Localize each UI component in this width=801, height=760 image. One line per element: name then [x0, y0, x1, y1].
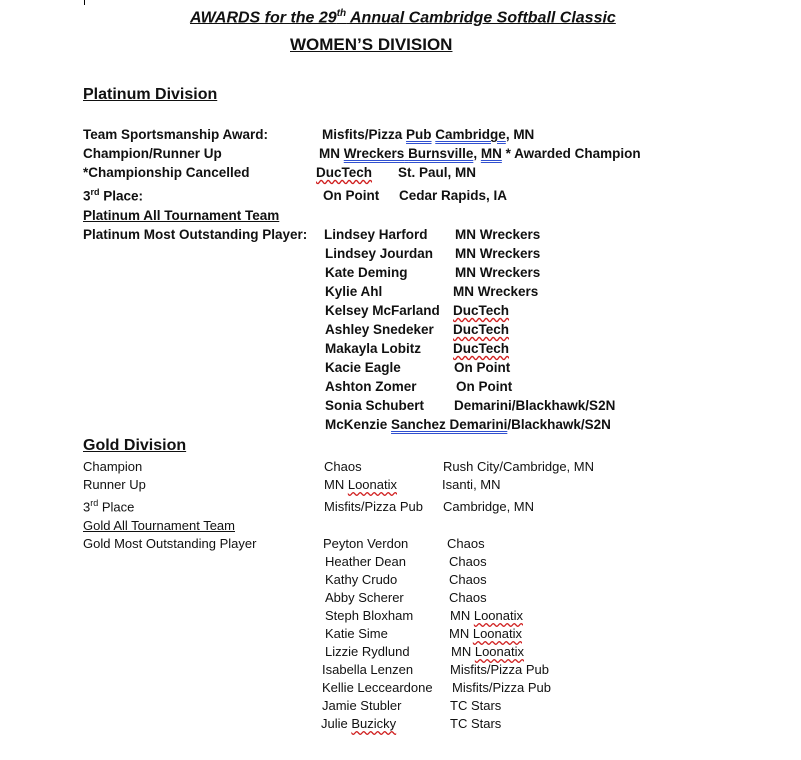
gold-third-superscript: rd — [90, 498, 99, 508]
cancelled-city: St. Paul, MN — [398, 165, 477, 180]
platinum-player-team: Demarini/Blackhawk/S2N — [454, 398, 616, 413]
gold-player-name: Heather Dean — [325, 554, 406, 569]
gold-heading: Gold Division — [83, 437, 187, 454]
platinum-player-name: Lindsey Harford — [324, 227, 428, 242]
gold-player-name: Katie Sime — [325, 626, 388, 641]
gold-champion-label: Champion — [83, 459, 143, 474]
gold-player-team-name: Loonatix — [473, 608, 523, 623]
platinum-player-team: DucTech — [453, 341, 510, 356]
platinum-player-team: MN Wreckers — [455, 246, 541, 261]
third-number: 3 — [83, 188, 91, 204]
gold-all-tournament-heading: Gold All Tournament Team — [83, 518, 235, 533]
title-text-rest: Annual Cambridge Softball Classic — [346, 9, 616, 27]
champion-city: Burnsville — [408, 146, 474, 161]
championship-cancelled-label: *Championship Cancelled — [83, 165, 250, 180]
gold-player-name: Lizzie Rydlund — [325, 644, 410, 659]
gold-player-team-prefix: MN — [451, 644, 475, 659]
platinum-third-team: On Point — [323, 188, 380, 203]
sportsmanship-value — [322, 127, 534, 142]
sportsmanship-team-pub: Pub — [406, 127, 432, 142]
champion-runner-label: Champion/Runner Up — [83, 146, 222, 161]
gold-player-name: Abby Scherer — [325, 590, 404, 605]
title-superscript: th — [336, 8, 347, 19]
document-title — [190, 8, 616, 27]
gold-player-name: Isabella Lenzen — [322, 662, 414, 677]
platinum-player-name: Kacie Eagle — [325, 360, 401, 375]
gold-third-text: Place — [98, 499, 135, 515]
document-subtitle: WOMEN’S DIVISION — [290, 35, 453, 54]
platinum-player-team: MN Wreckers — [455, 227, 541, 242]
platinum-player-name: Makayla Lobitz — [325, 341, 422, 356]
gold-player-team: Misfits/Pizza Pub — [452, 680, 551, 695]
gold-player-team-name: Loonatix — [472, 626, 522, 641]
gold-third-team: Misfits/Pizza Pub — [324, 499, 423, 514]
gold-last-last-name: Buzicky — [351, 716, 397, 731]
title-text: AWARDS for the 29 — [190, 9, 337, 27]
awarded-champion-note: * Awarded Champion — [501, 146, 641, 161]
platinum-player-team: DucTech — [453, 303, 510, 318]
player-last-name-team: Sanchez Demarini — [391, 417, 508, 432]
platinum-player-name: Ashley Snedeker — [325, 322, 434, 337]
platinum-player-name: Ashton Zomer — [325, 379, 417, 394]
gold-runner-label: Runner Up — [83, 477, 146, 492]
runner-team-name: Loonatix — [347, 477, 397, 492]
platinum-player-name: Sonia Schubert — [325, 398, 425, 413]
platinum-player-team: DucTech — [453, 322, 510, 337]
runner-team-prefix: MN — [324, 477, 348, 492]
champion-team: Wreckers — [343, 146, 405, 161]
gold-player-team — [451, 644, 524, 659]
third-superscript: rd — [90, 187, 100, 197]
gold-last-team: TC Stars — [450, 716, 502, 731]
champion-state: MN — [480, 146, 502, 161]
gold-third-city: Cambridge, MN — [443, 499, 535, 514]
cancelled-team: DucTech — [316, 165, 373, 180]
champion-team-prefix: MN — [319, 146, 344, 161]
platinum-third-city: Cedar Rapids, IA — [399, 188, 508, 203]
gold-champion-team: Chaos — [324, 459, 362, 474]
gold-player-team: Chaos — [449, 590, 487, 605]
gold-player-team: Chaos — [449, 572, 487, 587]
platinum-player-name: Kate Deming — [325, 265, 408, 280]
gold-player-team — [449, 626, 522, 641]
gold-player-last — [321, 716, 396, 731]
platinum-heading: Platinum Division — [83, 86, 218, 103]
sportsmanship-city: Cambridge — [435, 127, 506, 142]
platinum-player-name: Kylie Ahl — [325, 284, 383, 299]
platinum-all-tournament-heading: Platinum All Tournament Team — [83, 208, 280, 223]
gold-player-team: Chaos — [449, 554, 487, 569]
gold-champion-city: Rush City/Cambridge, MN — [443, 459, 594, 474]
gold-player-name: Peyton Verdon — [323, 536, 409, 551]
gold-mop-label: Gold Most Outstanding Player — [83, 536, 257, 551]
platinum-third-label — [83, 187, 143, 204]
platinum-player-team: MN Wreckers — [453, 284, 539, 299]
platinum-player-name: Lindsey Jourdan — [325, 246, 434, 261]
gold-player-team-name: Loonatix — [474, 644, 524, 659]
platinum-player-team: MN Wreckers — [455, 265, 541, 280]
gold-last-first-name: Julie — [321, 716, 352, 731]
champion-runner-value — [319, 146, 641, 161]
gold-player-team — [450, 608, 523, 623]
player-team-rest: /Blackhawk/S2N — [507, 417, 611, 432]
gold-player-name: Jamie Stubler — [322, 698, 402, 713]
gold-third-label — [83, 498, 134, 514]
player-first-name: McKenzie — [325, 417, 392, 432]
gold-runner-team — [324, 477, 397, 492]
gold-player-name: Kellie Lecceardone — [322, 680, 433, 695]
champion-comma: , — [473, 146, 481, 161]
sportsmanship-team: Misfits/Pizza — [322, 127, 407, 142]
gold-player-name: Kathy Crudo — [325, 572, 398, 587]
gold-player-team: Misfits/Pizza Pub — [450, 662, 549, 677]
gold-player-team-prefix: MN — [449, 626, 473, 641]
gold-player-name: Steph Bloxham — [325, 608, 414, 623]
platinum-player-team: On Point — [454, 360, 511, 375]
third-place-text: Place: — [99, 188, 144, 204]
platinum-mop-label: Platinum Most Outstanding Player: — [83, 227, 308, 242]
sportsmanship-label: Team Sportsmanship Award: — [83, 127, 269, 142]
sportsmanship-state: , MN — [505, 127, 535, 142]
gold-player-team-prefix: MN — [450, 608, 474, 623]
gold-player-team: TC Stars — [450, 698, 502, 713]
platinum-player-name: Kelsey McFarland — [325, 303, 440, 318]
platinum-player-last — [325, 417, 611, 432]
platinum-player-team: On Point — [456, 379, 513, 394]
text-cursor — [84, 0, 85, 5]
gold-player-team: Chaos — [447, 536, 485, 551]
gold-runner-city: Isanti, MN — [442, 477, 501, 492]
gold-third-number: 3 — [83, 499, 91, 515]
